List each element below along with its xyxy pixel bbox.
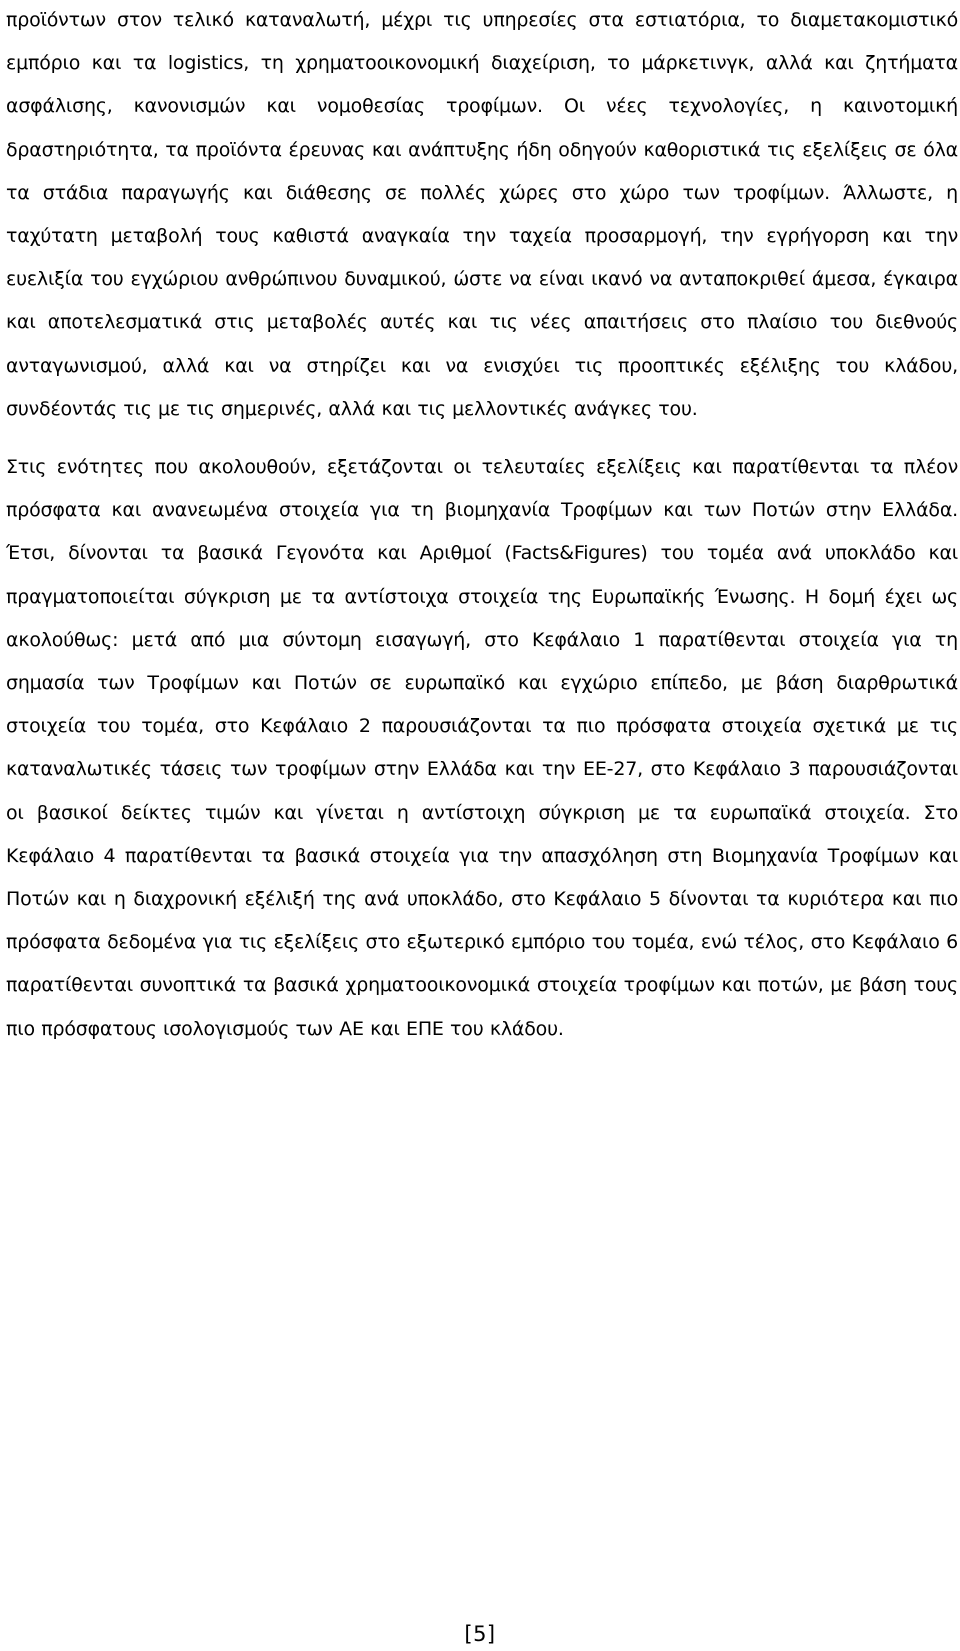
document-page xyxy=(6,0,958,1051)
body-paragraph: Στις ενότητες που ακολουθούν, εξετάζονται οι τελευταίες εξελίξεις και παρατίθενται τα πλέον πρόσφατα και ανανεωμένα στοιχεία για τη βιομηχανία Τροφίμων και των Ποτών στην Ελλάδα. Έτσι, δίνονται τα βασικά Γεγονότα και Αριθμοί (Facts&Figures) του τομέα ανά υποκλάδο και πραγματοποιείται σύγκριση με τα αντίστοιχα στοιχεία της Ευρωπαϊκής Ένωσης. Η δομή έχει ως ακολούθως: μετά από μια σύντομη εισαγωγή, στο Κεφάλαιο 1 παρατίθενται στοιχεία για τη σημασία των Τροφίμων και Ποτών σε ευρωπαϊκό και εγχώριο επίπεδο, με βάση διαρθρωτικά στοιχεία του τομέα, στο Κεφάλαιο 2 παρουσιάζονται τα πιο πρόσφατα στοιχεία σχετικά με τις καταναλωτικές τάσεις των τροφίμων στην Ελλάδα και την ΕΕ-27, στο Κεφάλαιο 3 παρουσιάζονται οι βασικοί δείκτες τιμών και γίνεται η αντίστοιχη σύγκριση με τα ευρωπαϊκά στοιχεία. Στο Κεφάλαιο 4 παρατίθενται τα βασικά στοιχεία για την απασχόληση στη Βιομηχανία Τροφίμων και Ποτών και η διαχρονική εξέλιξή της ανά υποκλάδο, στο Κεφάλαιο 5 δίνονται τα κυριότερα και πιο πρόσφατα δεδομένα για τις εξελίξεις στο εξωτερικό εμπόριο του τομέα, ενώ τέλος, στο Κεφάλαιο 6 παρατίθενται συνοπτικά τα βασικά χρηματοοικονομικά στοιχεία τροφίμων και ποτών, με βάση τους πιο πρόσφατους ισολογισμούς των ΑΕ και ΕΠΕ του κλάδου. xyxy=(6,456,958,1040)
page-number: [5] xyxy=(464,1622,496,1646)
body-paragraph: προϊόντων στον τελικό καταναλωτή, μέχρι τις υπηρεσίες στα εστιατόρια, το διαμετακομιστικό εμπόριο και τα logistics, τη χρηματοοικονομική διαχείριση, το μάρκετινγκ, αλλά και ζητήματα ασφάλισης, κανονισμών και νομοθεσίας τροφίμων. Οι νέες τεχνολογίες, η καινοτομική δραστηριότητα, τα προϊόντα έρευνας και ανάπτυξης ήδη οδηγούν καθοριστικά τις εξελίξεις σε όλα τα στάδια παραγωγής και διάθεσης σε πολλές χώρες στο χώρο των τροφίμων. Άλλωστε, η ταχύτατη μεταβολή τους καθιστά αναγκαία την ταχεία προσαρμογή, την εγρήγορση και την ευελιξία του εγχώριου ανθρώπινου δυναμικού, ώστε να είναι ικανό να ανταποκριθεί άμεσα, έγκαιρα και αποτελεσματικά στις μεταβολές αυτές και τις νέες απαιτήσεις στο πλαίσιο του διεθνούς ανταγωνισμού, αλλά και να στηρίζει και να ενισχύει τις προοπτικές εξέλιξης του κλάδου, συνδέοντάς τις με τις σημερινές, αλλά και τις μελλοντικές ανάγκες του. xyxy=(6,9,958,420)
